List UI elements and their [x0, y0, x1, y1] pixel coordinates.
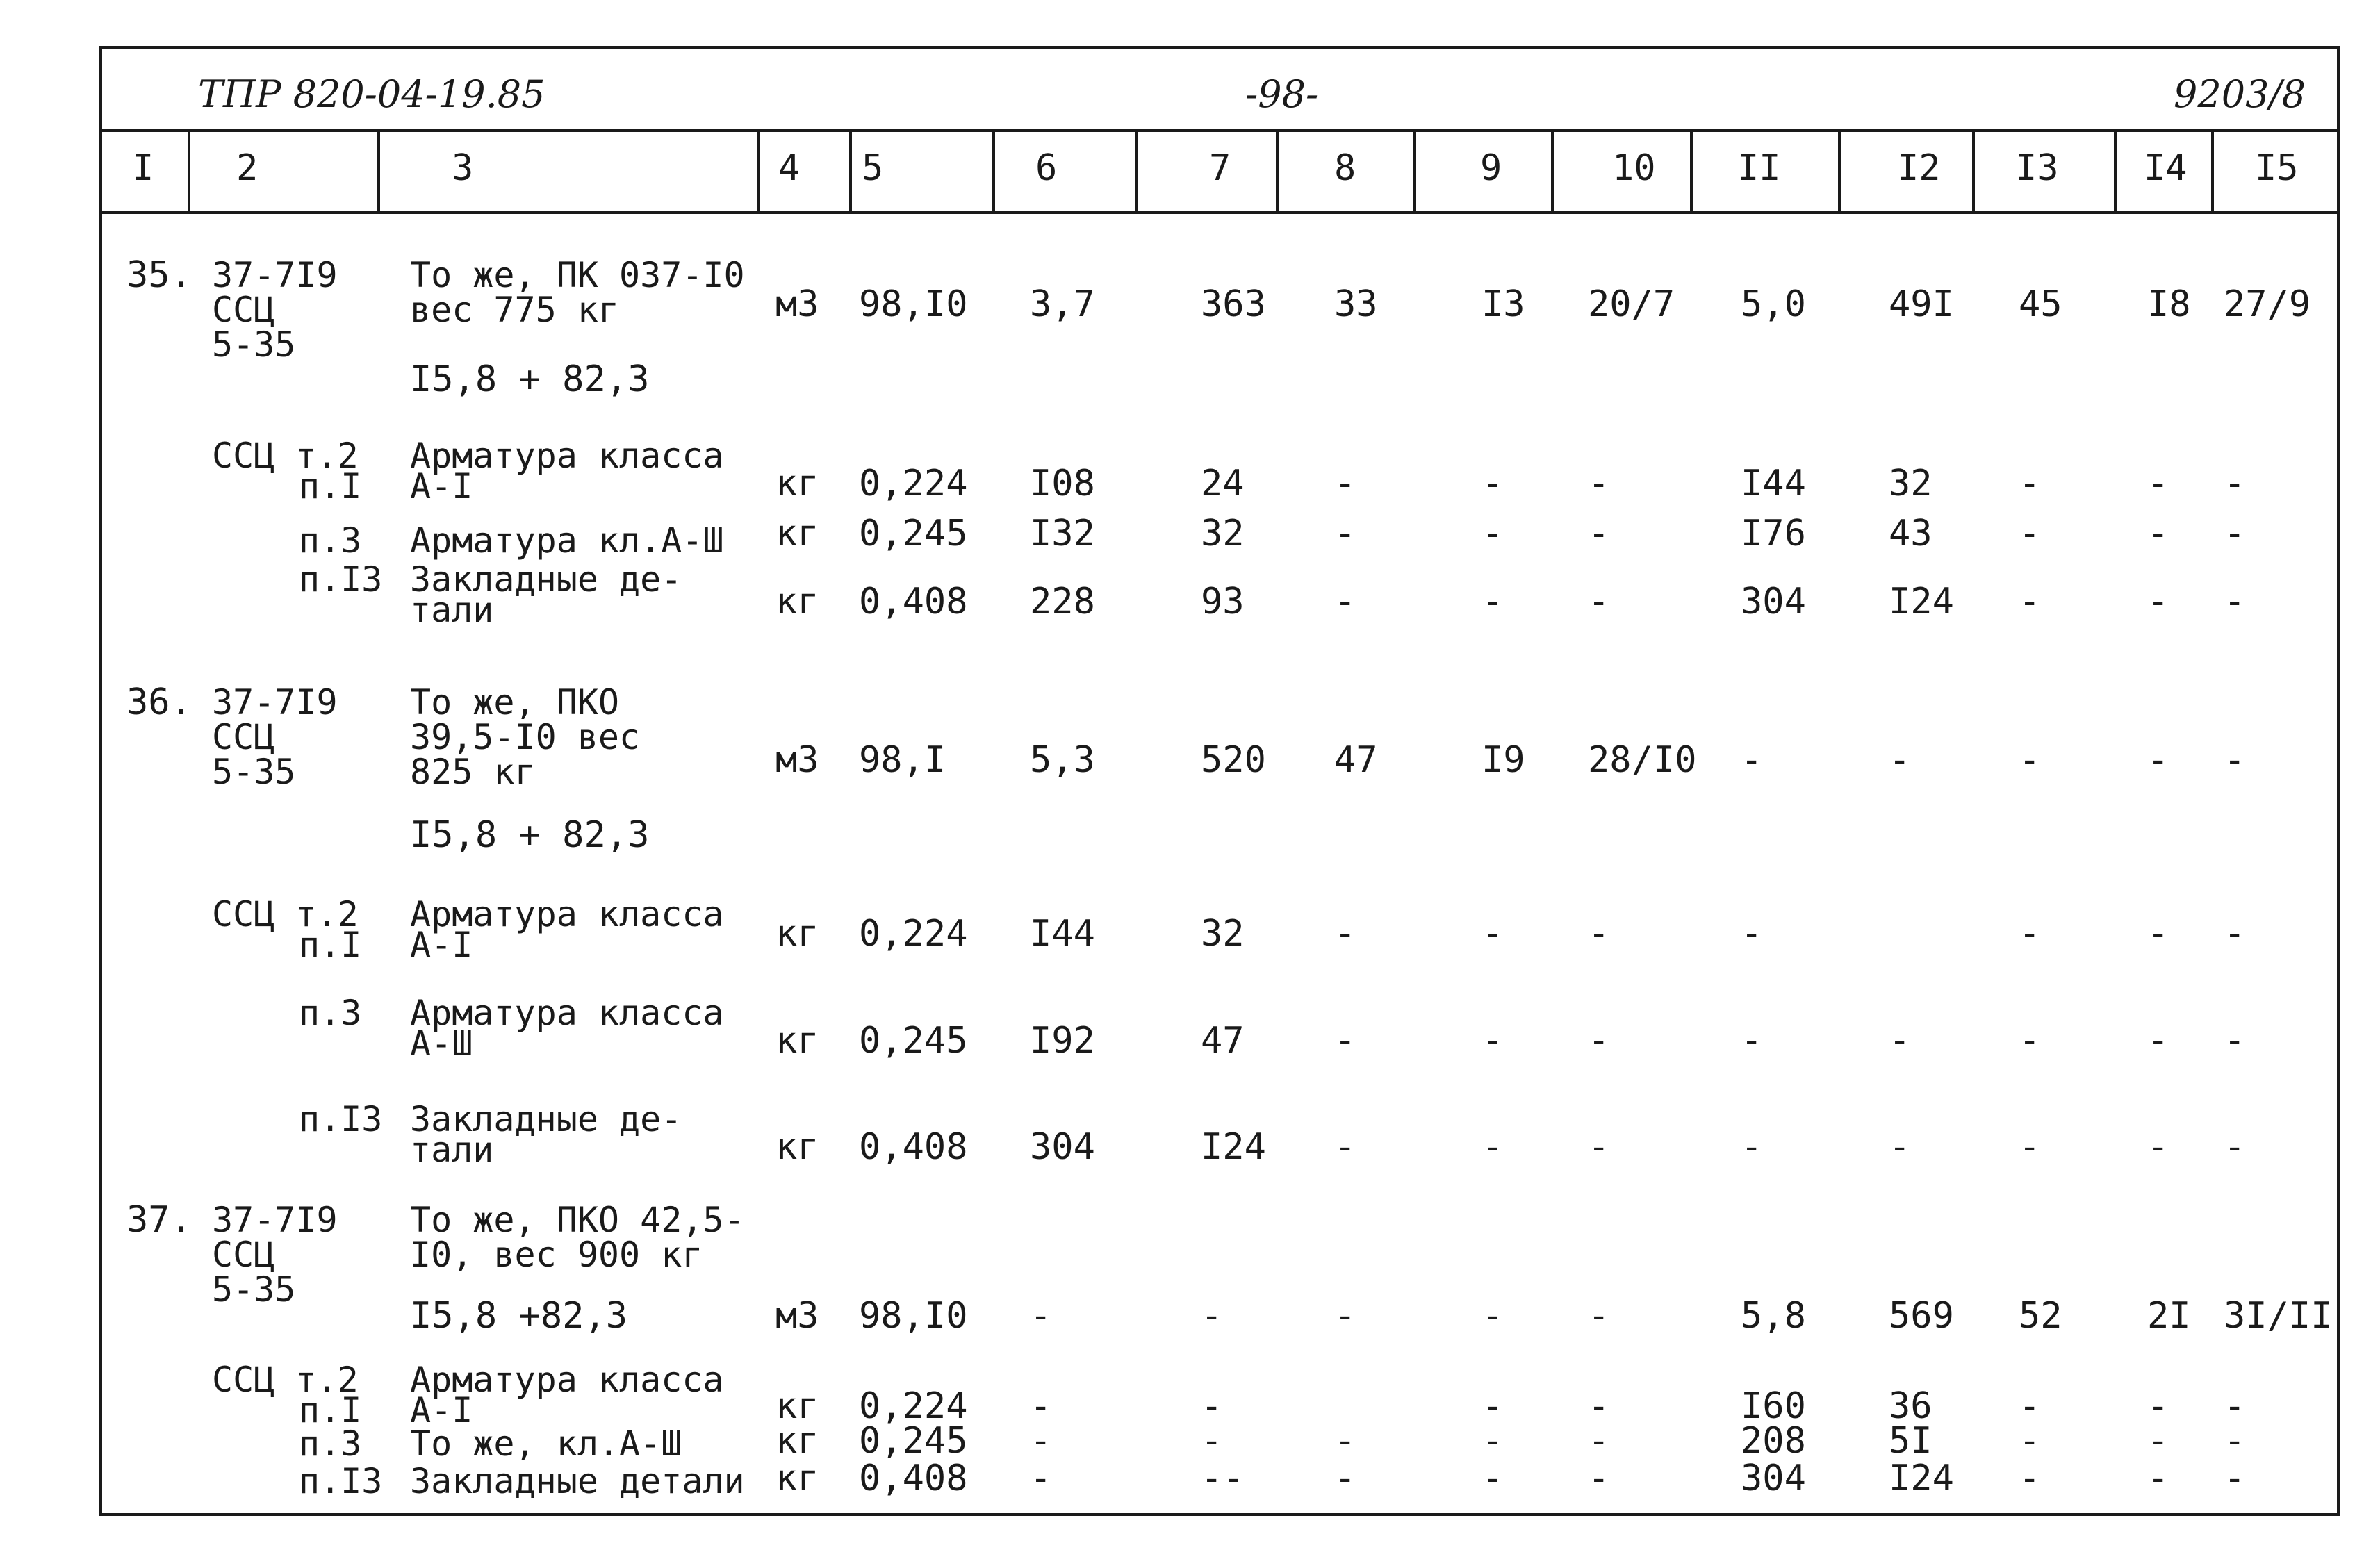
cell-c13: 52: [2019, 1295, 2062, 1337]
price-code: 5-35: [212, 1269, 296, 1310]
cell-c15: -: [2224, 1126, 2246, 1168]
sub-reference: п.I3: [299, 1461, 383, 1501]
cell-c10: -: [1588, 1420, 1610, 1462]
cell-c12: I24: [1889, 581, 1954, 622]
item-formula: I5,8 +82,3: [410, 1295, 628, 1337]
cell-c8: -: [1334, 913, 1356, 955]
cell-c10: -: [1588, 463, 1610, 504]
sub-reference: ССЦ т.2: [212, 894, 359, 934]
cell-c11: 5,0: [1741, 283, 1806, 325]
cell-c9: -: [1482, 1126, 1504, 1168]
cell-c14: -: [2147, 913, 2169, 955]
column-header: II: [1737, 147, 1781, 189]
cell-c12: 43: [1889, 513, 1932, 554]
item-description: То же, ПКО 42,5-: [410, 1200, 745, 1240]
price-code: 37-7I9: [212, 1200, 338, 1240]
item-description: 825 кг: [410, 752, 536, 792]
page-number: -98-: [1245, 72, 1319, 116]
cell-c14: -: [2147, 513, 2169, 554]
sub-description: А-I: [410, 466, 473, 506]
row-number: 35.: [126, 254, 192, 296]
cell-c9: I9: [1482, 739, 1525, 781]
sub-reference: п.I: [299, 1390, 362, 1430]
cell-c9: -: [1482, 463, 1504, 504]
cell-c15: -: [2224, 463, 2246, 504]
column-header: I5: [2255, 147, 2299, 189]
cell-c10: -: [1588, 913, 1610, 955]
sub-description: Закладные де-: [410, 559, 682, 600]
cell-unit: кг: [775, 1420, 819, 1462]
cell-c11: 208: [1741, 1420, 1806, 1462]
cell-c15: -: [2224, 913, 2246, 955]
header-separator: [102, 129, 2337, 132]
cell-c14: -: [2147, 1020, 2169, 1062]
cell-unit: кг: [775, 581, 819, 622]
cell-c7: 363: [1201, 283, 1266, 325]
column-header: 5: [862, 147, 884, 189]
cell-c5: 98,I0: [859, 1295, 968, 1337]
cell-c5: 0,245: [859, 1020, 968, 1062]
cell-c15: -: [2224, 1385, 2246, 1427]
cell-c15: -: [2224, 739, 2246, 781]
cell-c12: 32: [1889, 463, 1932, 504]
cell-c9: -: [1482, 513, 1504, 554]
cell-c9: -: [1482, 1458, 1504, 1499]
cell-c15: -: [2224, 1420, 2246, 1462]
cell-unit: кг: [775, 463, 819, 504]
cell-c5: 0,224: [859, 1385, 968, 1427]
cell-c14: 2I: [2147, 1295, 2191, 1337]
cell-unit: м3: [775, 1295, 819, 1337]
column-divider: [1135, 131, 1138, 213]
cell-c10: -: [1588, 1020, 1610, 1062]
item-description: То же, ПКО: [410, 682, 620, 723]
cell-c11: 304: [1741, 1458, 1806, 1499]
cell-c15: -: [2224, 1020, 2246, 1062]
cell-c15: -: [2224, 581, 2246, 622]
cell-c14: -: [2147, 1126, 2169, 1168]
cell-unit: кг: [775, 1126, 819, 1168]
cell-c8: 47: [1334, 739, 1378, 781]
cell-c13: -: [2019, 913, 2041, 955]
cell-c6: 228: [1030, 581, 1095, 622]
cell-unit: кг: [775, 913, 819, 955]
sub-reference: п.3: [299, 993, 362, 1033]
item-description: вес 775 кг: [410, 290, 620, 330]
cell-c9: -: [1482, 1020, 1504, 1062]
item-description: I0, вес 900 кг: [410, 1235, 703, 1275]
sub-description: Арматура класса: [410, 1360, 724, 1400]
cell-c12: 5I: [1889, 1420, 1932, 1462]
cell-c7: 24: [1201, 463, 1245, 504]
cell-c10: 20/7: [1588, 283, 1675, 325]
cell-c7: -: [1201, 1420, 1223, 1462]
cell-c12: -: [1889, 1126, 1911, 1168]
cell-c6: 3,7: [1030, 283, 1095, 325]
column-header: I3: [2015, 147, 2059, 189]
sub-reference: п.I3: [299, 1099, 383, 1139]
cell-c13: -: [2019, 581, 2041, 622]
cell-c14: -: [2147, 463, 2169, 504]
cell-c6: I44: [1030, 913, 1095, 955]
cell-c7: 520: [1201, 739, 1266, 781]
column-header: 3: [452, 147, 474, 189]
cell-c12: 569: [1889, 1295, 1954, 1337]
price-code: 5-35: [212, 324, 296, 365]
column-header: I2: [1897, 147, 1941, 189]
sheet-code: 9203/8: [2174, 72, 2306, 116]
sub-description: Арматура класса: [410, 436, 724, 476]
cell-unit: кг: [775, 1020, 819, 1062]
sub-reference: п.3: [299, 520, 362, 561]
cell-c5: 0,245: [859, 513, 968, 554]
cell-c11: 5,8: [1741, 1295, 1806, 1337]
cell-c6: 5,3: [1030, 739, 1095, 781]
cell-c13: -: [2019, 1458, 2041, 1499]
column-header: 4: [778, 147, 801, 189]
item-formula: I5,8 + 82,3: [410, 358, 650, 400]
cell-c6: I32: [1030, 513, 1095, 554]
cell-c10: -: [1588, 1126, 1610, 1168]
column-divider: [1276, 131, 1279, 213]
sub-reference: п.I3: [299, 559, 383, 600]
cell-c15: -: [2224, 1458, 2246, 1499]
cell-c6: 304: [1030, 1126, 1095, 1168]
column-divider: [1690, 131, 1693, 213]
doc-code: ТПР 820-04-19.85: [198, 72, 545, 116]
column-header: 7: [1209, 147, 1231, 189]
cell-c5: 98,I0: [859, 283, 968, 325]
price-code: 37-7I9: [212, 682, 338, 723]
cell-c5: 0,224: [859, 463, 968, 504]
sub-description: Закладные детали: [410, 1461, 745, 1501]
cell-c11: I60: [1741, 1385, 1806, 1427]
column-divider: [188, 131, 190, 213]
cell-c9: -: [1482, 1295, 1504, 1337]
cell-c13: -: [2019, 1420, 2041, 1462]
cell-c7: 93: [1201, 581, 1245, 622]
cell-c13: -: [2019, 513, 2041, 554]
cell-c8: -: [1334, 513, 1356, 554]
cell-c9: -: [1482, 1385, 1504, 1427]
column-divider: [1551, 131, 1554, 213]
cell-unit: кг: [775, 1458, 819, 1499]
column-header: I: [132, 147, 154, 189]
cell-c6: -: [1030, 1385, 1052, 1427]
cell-c11: -: [1741, 913, 1763, 955]
cell-c14: -: [2147, 581, 2169, 622]
cell-c13: -: [2019, 1020, 2041, 1062]
cell-c8: -: [1334, 1126, 1356, 1168]
column-header: 8: [1334, 147, 1356, 189]
cell-c11: -: [1741, 1020, 1763, 1062]
sub-reference: п.I: [299, 925, 362, 965]
price-code: ССЦ: [212, 290, 275, 330]
cell-c7: 47: [1201, 1020, 1245, 1062]
cell-c7: -: [1201, 1385, 1223, 1427]
cell-c8: -: [1334, 581, 1356, 622]
price-code: 37-7I9: [212, 255, 338, 295]
column-header: 10: [1612, 147, 1656, 189]
cell-c5: 0,408: [859, 1458, 968, 1499]
cell-c5: 0,408: [859, 1126, 968, 1168]
column-divider: [377, 131, 380, 213]
cell-c12: 36: [1889, 1385, 1932, 1427]
column-header: 6: [1035, 147, 1058, 189]
cell-c6: -: [1030, 1458, 1052, 1499]
cell-c6: I08: [1030, 463, 1095, 504]
cell-c8: -: [1334, 1420, 1356, 1462]
cell-c11: I44: [1741, 463, 1806, 504]
cell-unit: м3: [775, 283, 819, 325]
column-divider: [1413, 131, 1416, 213]
cell-c14: -: [2147, 1385, 2169, 1427]
cell-c9: -: [1482, 581, 1504, 622]
price-code: ССЦ: [212, 1235, 275, 1275]
cell-c9: -: [1482, 1420, 1504, 1462]
cell-c9: I3: [1482, 283, 1525, 325]
cell-c7: 32: [1201, 913, 1245, 955]
cell-c11: -: [1741, 739, 1763, 781]
cell-c13: -: [2019, 739, 2041, 781]
cell-c8: 33: [1334, 283, 1378, 325]
column-divider: [757, 131, 760, 213]
cell-c8: -: [1334, 1295, 1356, 1337]
item-description: 39,5-I0 вес: [410, 717, 641, 757]
cell-unit: кг: [775, 513, 819, 554]
sub-reference: ССЦ т.2: [212, 436, 359, 476]
cell-unit: м3: [775, 739, 819, 781]
item-description: То же, ПК 037-I0: [410, 255, 745, 295]
sub-description: Арматура класса: [410, 993, 724, 1033]
sub-description: Арматура кл.А-Ш: [410, 520, 724, 561]
cell-unit: кг: [775, 1385, 819, 1427]
cell-c12: 49I: [1889, 283, 1954, 325]
cell-c6: I92: [1030, 1020, 1095, 1062]
cell-c12: -: [1889, 1020, 1911, 1062]
column-header: 9: [1480, 147, 1502, 189]
cell-c11: I76: [1741, 513, 1806, 554]
cell-c13: -: [2019, 1126, 2041, 1168]
cell-c10: -: [1588, 581, 1610, 622]
cell-c6: -: [1030, 1295, 1052, 1337]
cell-c11: 304: [1741, 581, 1806, 622]
cell-c5: 0,224: [859, 913, 968, 955]
column-divider: [2114, 131, 2117, 213]
cell-c12: -: [1889, 739, 1911, 781]
cell-c5: 0,245: [859, 1420, 968, 1462]
cell-c14: -: [2147, 739, 2169, 781]
cell-c10: -: [1588, 1295, 1610, 1337]
sub-description: А-I: [410, 1390, 473, 1430]
cell-c15: -: [2224, 513, 2246, 554]
cell-c10: -: [1588, 1385, 1610, 1427]
column-header: 2: [236, 147, 258, 189]
column-divider: [1838, 131, 1841, 213]
sub-reference: ССЦ т.2: [212, 1360, 359, 1400]
sub-description: тали: [410, 590, 494, 630]
cell-c15: 27/9: [2224, 283, 2311, 325]
sub-description: Закладные де-: [410, 1099, 682, 1139]
cell-c8: -: [1334, 1458, 1356, 1499]
cell-c13: -: [2019, 1385, 2041, 1427]
row-number: 37.: [126, 1199, 192, 1241]
cell-c13: -: [2019, 463, 2041, 504]
column-divider: [849, 131, 852, 213]
cell-c14: -: [2147, 1458, 2169, 1499]
cell-c7: -: [1201, 1295, 1223, 1337]
column-divider: [992, 131, 995, 213]
sub-description: А-I: [410, 925, 473, 965]
item-formula: I5,8 + 82,3: [410, 814, 650, 856]
cell-c11: -: [1741, 1126, 1763, 1168]
cell-c7: I24: [1201, 1126, 1266, 1168]
cell-c13: 45: [2019, 283, 2062, 325]
sub-description: То же, кл.А-Ш: [410, 1424, 682, 1464]
cell-c7: 32: [1201, 513, 1245, 554]
sub-reference: п.3: [299, 1424, 362, 1464]
cell-c12: I24: [1889, 1458, 1954, 1499]
sub-reference: п.I: [299, 466, 362, 506]
cell-c5: 0,408: [859, 581, 968, 622]
cell-c5: 98,I: [859, 739, 946, 781]
cell-c14: I8: [2147, 283, 2191, 325]
cell-c10: 28/I0: [1588, 739, 1697, 781]
column-header: I4: [2144, 147, 2188, 189]
row-number: 36.: [126, 682, 192, 723]
cell-c14: -: [2147, 1420, 2169, 1462]
sub-description: тали: [410, 1130, 494, 1170]
cell-c7: --: [1201, 1458, 1245, 1499]
cell-c9: -: [1482, 913, 1504, 955]
sub-description: Арматура класса: [410, 894, 724, 934]
cell-c8: -: [1334, 463, 1356, 504]
cell-c10: -: [1588, 513, 1610, 554]
price-code: ССЦ: [212, 717, 275, 757]
cell-c8: -: [1334, 1020, 1356, 1062]
column-header-separator: [102, 211, 2337, 214]
column-divider: [2211, 131, 2214, 213]
sub-description: А-Ш: [410, 1023, 473, 1064]
cell-c6: -: [1030, 1420, 1052, 1462]
price-code: 5-35: [212, 752, 296, 792]
column-divider: [1972, 131, 1975, 213]
cell-c15: 3I/II: [2224, 1295, 2333, 1337]
cell-c10: -: [1588, 1458, 1610, 1499]
